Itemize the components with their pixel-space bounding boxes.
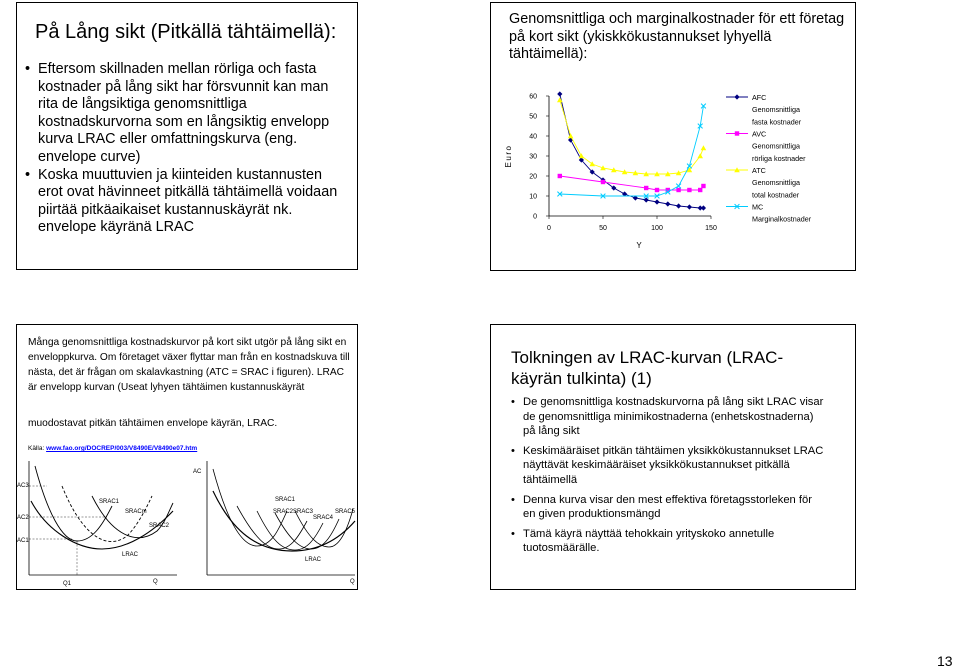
legend-desc: Genomsnittliga xyxy=(752,178,800,188)
y-label-ac: AC xyxy=(193,469,202,475)
series-line xyxy=(560,106,704,196)
curve-label-lrac: LRAC xyxy=(122,552,139,558)
slide-title: Genomsnittliga och marginalkostnader för ett företag på kort sikt (ykiskkökustannukset lyhyellä tähtäimellä): xyxy=(509,11,845,62)
series-line xyxy=(560,176,704,190)
y-tick-label: 50 xyxy=(529,113,537,121)
curve-label-srac2: SRAC2 xyxy=(149,523,170,529)
data-point xyxy=(687,204,692,209)
legend-label: MC xyxy=(752,202,764,212)
y-tick-label: 40 xyxy=(529,133,537,141)
legend-item xyxy=(726,93,802,126)
series-atc xyxy=(557,97,706,176)
data-point xyxy=(676,188,680,192)
x-label-q: Q xyxy=(350,579,355,585)
source-label: Källa: xyxy=(28,445,45,452)
slide-title: Tolkningen av LRAC-kurvan (LRAC-käyrän tulkinta) (1) xyxy=(511,348,784,388)
body-paragraph: Många genomsnittliga kostnadskurvor på kort sikt utgör på lång sikt en enveloppkurva. Om företaget växer flyttar man från en kostnadskuva till nästa, det är frågan om skalavkastning (ATC = SRAC i figuren). LRAC är envelopp kurvan (Useat lyhyen tähtäimen kustannuskäyrät xyxy=(28,337,350,393)
data-point xyxy=(701,145,707,150)
data-point xyxy=(601,180,605,184)
legend-label: AFC xyxy=(752,93,767,102)
data-point xyxy=(557,97,563,102)
curve-label-srac3: SRAC3 xyxy=(293,509,314,515)
curve-label-sracm: SRACm xyxy=(125,509,147,515)
x-tick-label: 150 xyxy=(705,225,717,232)
slide-long-term xyxy=(16,2,358,270)
data-point xyxy=(697,153,703,158)
envelope-figures xyxy=(17,451,359,591)
bullet-item: • Eftersom skillnaden mellan rörliga och fasta kostnader på lång sikt har försvunnit kan man rita de långsiktiga genomsnittliga kostnadskurvorna som en långsiktig envelopp kurva LRAC eller omfattningskurva (eng. envelope curve) xyxy=(23,61,348,167)
cost-chart xyxy=(491,3,857,272)
data-point xyxy=(665,201,670,206)
legend-desc: total kostnader xyxy=(752,190,800,200)
slide-title: På Lång sikt (Pitkällä tähtäimellä): xyxy=(35,21,337,43)
data-point xyxy=(687,188,691,192)
body-paragraph: muodostavat pitkän tähtäimen envelope käyrän, LRAC. xyxy=(28,418,278,429)
data-point xyxy=(589,161,595,166)
slide-lrac-interpretation xyxy=(490,324,856,590)
curve-label-srac5: SRAC5 xyxy=(335,509,356,515)
y-tick-label: 0 xyxy=(533,213,537,221)
y-tick-label: 60 xyxy=(529,93,537,101)
x-tick-label: 50 xyxy=(599,225,607,232)
data-point xyxy=(701,205,706,210)
data-point xyxy=(655,188,659,192)
y-label-ac1: AC1 xyxy=(17,538,29,544)
page-number: 13 xyxy=(937,653,953,669)
x-label-q: Q xyxy=(153,579,158,585)
y-label-ac2: AC2 xyxy=(17,515,29,521)
legend-desc: rörliga kostnader xyxy=(752,153,806,163)
x-tick-label: 0 xyxy=(547,225,551,232)
x-axis-label: Y xyxy=(636,241,642,250)
data-point xyxy=(676,184,681,189)
legend-marker xyxy=(734,94,739,99)
series-afc xyxy=(557,91,706,210)
legend-item xyxy=(726,203,812,224)
envelope-figure-1 xyxy=(17,461,177,587)
envelope-figure-2 xyxy=(193,461,356,585)
bullet-item: • Koska muuttuvien ja kiinteiden kustannusten erot ovat hävinneet pitkällä tähtäimellä voidaan piirtää pitkäaikaiset kustannuskäyrät nk. envelope käyränä LRAC xyxy=(23,167,348,237)
bullet-item: • Keskimääräiset pitkän tähtäimen yksikkökustannukset LRAC näyttävät keskimääräiset yksikkökustannukset pitkällä tähtäimellä xyxy=(505,444,825,488)
legend-item xyxy=(726,130,806,163)
x-tick-label: 100 xyxy=(651,225,663,232)
series-line xyxy=(560,94,704,208)
data-point xyxy=(644,186,648,190)
data-point xyxy=(676,203,681,208)
legend-label: ATC xyxy=(752,166,766,175)
curve-label-lrac: LRAC xyxy=(305,557,322,563)
data-point xyxy=(698,188,702,192)
y-tick-label: 30 xyxy=(529,153,537,161)
slide-cost-chart xyxy=(490,2,856,271)
bullet-item: • Denna kurva visar den mest effektiva företagsstorleken för en given produktionsmängd xyxy=(505,493,825,522)
legend-marker xyxy=(735,131,739,135)
curve-label-srac1: SRAC1 xyxy=(275,497,296,503)
data-point xyxy=(558,174,562,178)
curve-label-srac4: SRAC4 xyxy=(313,515,334,521)
slide-envelope xyxy=(16,324,358,590)
y-label-ac3: AC3 xyxy=(17,483,29,489)
bullet-item: • De genomsnittliga kostnadskurvorna på lång sikt LRAC visar de genomsnittliga minimikostnaderna (enhetskostnaderna) på lång sikt xyxy=(505,395,825,439)
source-link[interactable]: www.fao.org/DOCREP/003/V8490E/V8490e07.htm xyxy=(46,445,198,452)
data-point xyxy=(557,91,562,96)
bullet-item: • Tämä käyrä näyttää tehokkain yrityskoko annetulle tuotosmäärälle. xyxy=(505,527,825,556)
srac1-curve xyxy=(213,469,287,546)
bullet-list xyxy=(505,395,825,561)
y-tick-label: 20 xyxy=(529,173,537,181)
legend-label: AVC xyxy=(752,129,767,139)
legend-item xyxy=(726,166,800,199)
data-point xyxy=(701,184,705,188)
x-label-q1: Q1 xyxy=(63,581,72,587)
legend-desc: Marginalkostnader xyxy=(752,214,812,224)
y-tick-label: 10 xyxy=(529,193,537,201)
legend-desc: Genomsnittliga xyxy=(752,141,800,151)
data-point xyxy=(654,199,659,204)
curve-label-srac2: SRAC2 xyxy=(273,509,294,515)
legend-desc: Genomsnittliga xyxy=(752,105,800,115)
series-mc xyxy=(557,104,705,199)
data-point xyxy=(568,133,574,138)
y-axis-label: Euro xyxy=(504,144,513,168)
legend-desc: fasta kostnader xyxy=(752,117,802,127)
bullet-list xyxy=(23,61,348,237)
series-line xyxy=(560,100,704,174)
curve-label-srac1: SRAC1 xyxy=(99,499,120,505)
